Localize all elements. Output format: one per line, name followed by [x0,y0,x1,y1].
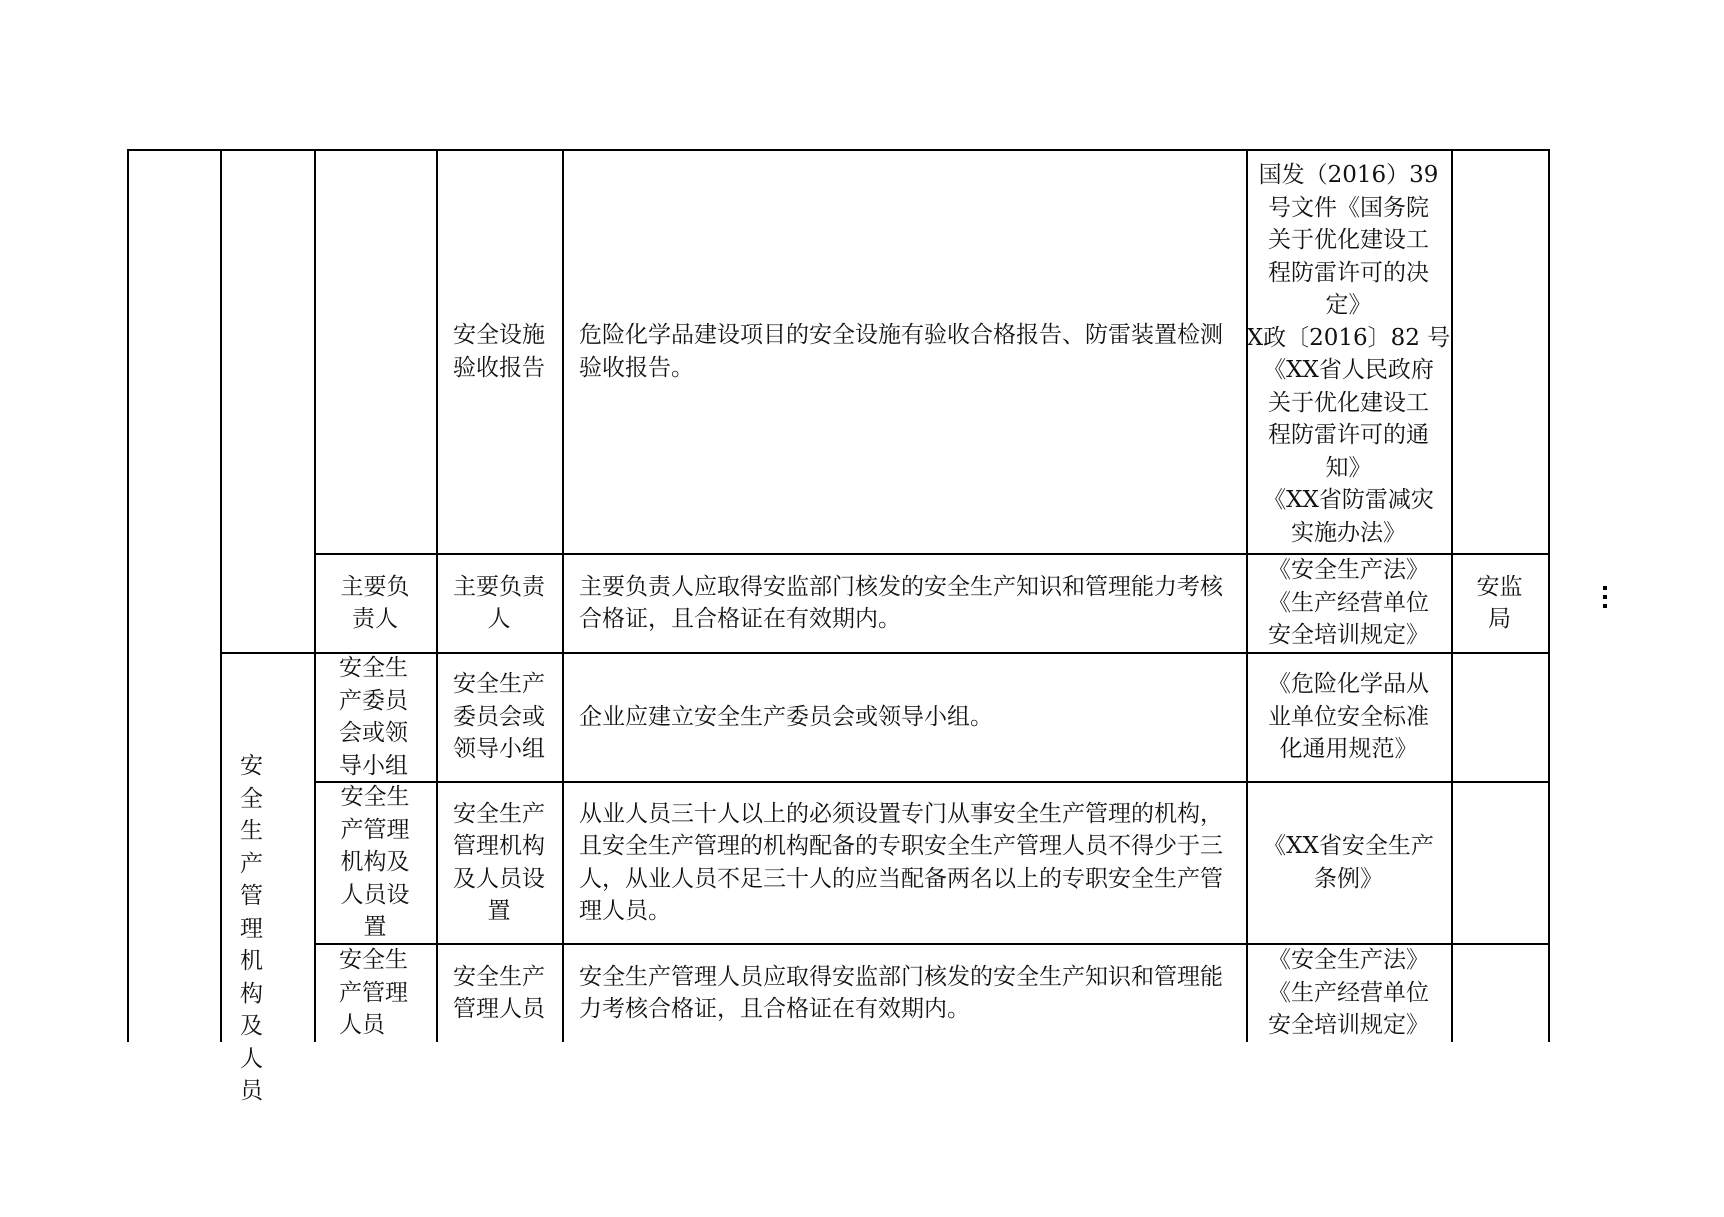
content-cell [562,150,1246,553]
basis-line: 《XX省人民政府 [1263,357,1434,383]
col-divider [127,149,129,1042]
check-item-cell: 安全设施验收报告 [453,322,545,381]
basis-line: X政〔2016〕82 号 [1246,324,1451,351]
sub-item-cell: 安全生产委员会或领导小组 [339,655,408,779]
content-text: 企业应建立安全生产委员会或领导小组。 [579,703,993,730]
basis-cell [1246,944,1451,1042]
basis-cell [1246,554,1451,652]
basis-line: 《危险化学品从 [1268,671,1429,698]
check-item-cell [436,944,562,1042]
table-row [436,150,562,553]
table-row [314,554,436,652]
basis-line: 关于优化建设工 [1268,389,1429,416]
basis-line: 化通用规范》 [1279,736,1418,763]
basis-cell [1246,159,1451,549]
check-item-text: 主要负责人 [453,573,545,632]
content-cell [562,782,1246,943]
group-label: 安全生产管理机构及人员 [240,753,263,1104]
check-item-cell [436,782,562,943]
basis-cell [1246,653,1451,781]
basis-line: 安全培训规定》 [1268,1012,1429,1038]
sub-item-cell: 安全生产管理机构及人员设置 [340,784,410,941]
basis-line: 国发（2016）39 [1258,162,1439,188]
col-divider [220,149,222,1042]
basis-line: 《生产经营单位 [1268,979,1429,1006]
dept-cell [1451,554,1548,652]
table-row [314,782,436,943]
basis-line: 知》 [1325,454,1372,481]
basis-line: 程防雷许可的决 [1268,259,1429,286]
table-row [314,944,436,1042]
content-text: 安全生产管理人员应取得安监部门核发的安全生产知识和管理能力考核合格证，且合格证在有效期内。 [579,963,1223,1022]
sub-item-cell: 安全生产管理人员 [339,947,408,1039]
basis-cell [1246,782,1451,943]
basis-line: 定》 [1325,292,1372,318]
dept-text: 安监局 [1476,573,1523,632]
content-text: 从业人员三十人以上的必须设置专门从事安全生产管理的机构，且安全生产管理的机构配备的专职安全生产管理人员不得少于三人，从业人员不足三十人的应当配备两名以上的专职安全生产管理人员。 [579,800,1223,924]
page-edge-mark [1603,586,1607,612]
table-row [314,653,436,781]
content-cell [562,653,1246,781]
check-item-cell [436,554,562,652]
basis-line: 《生产经营单位 [1268,589,1429,616]
content-text: 危险化学品建设项目的安全设施有验收合格报告、防雷装置检测验收报告。 [579,322,1223,381]
content-text: 主要负责人应取得安监部门核发的安全生产知识和管理能力考核合格证，且合格证在有效期内。 [579,573,1223,632]
col-divider [1548,149,1550,1042]
basis-line: 程防雷许可的通 [1268,422,1429,448]
basis-line: 实施办法》 [1291,519,1406,546]
basis-line: 《安全生产法》 [1268,557,1429,583]
content-cell [562,554,1246,652]
check-item-text: 安全生产管理机构及人员设置 [453,800,545,924]
basis-line: 业单位安全标准 [1268,703,1429,730]
basis-line: 条例》 [1314,865,1383,892]
basis-line: 《XX省防雷减灾 [1263,487,1434,513]
basis-line: 《XX省安全生产 [1263,833,1434,859]
check-item-text: 安全生产委员会或领导小组 [453,671,545,763]
basis-line: 关于优化建设工 [1268,227,1429,253]
basis-line: 安全培训规定》 [1268,622,1429,648]
basis-line: 号文件《国务院 [1268,194,1429,221]
basis-line: 《安全生产法》 [1268,947,1429,973]
sub-item-cell: 主要负责人 [340,573,410,632]
check-item-text: 安全生产管理人员 [453,963,545,1022]
check-item-cell [436,653,562,781]
content-cell [562,944,1246,1042]
